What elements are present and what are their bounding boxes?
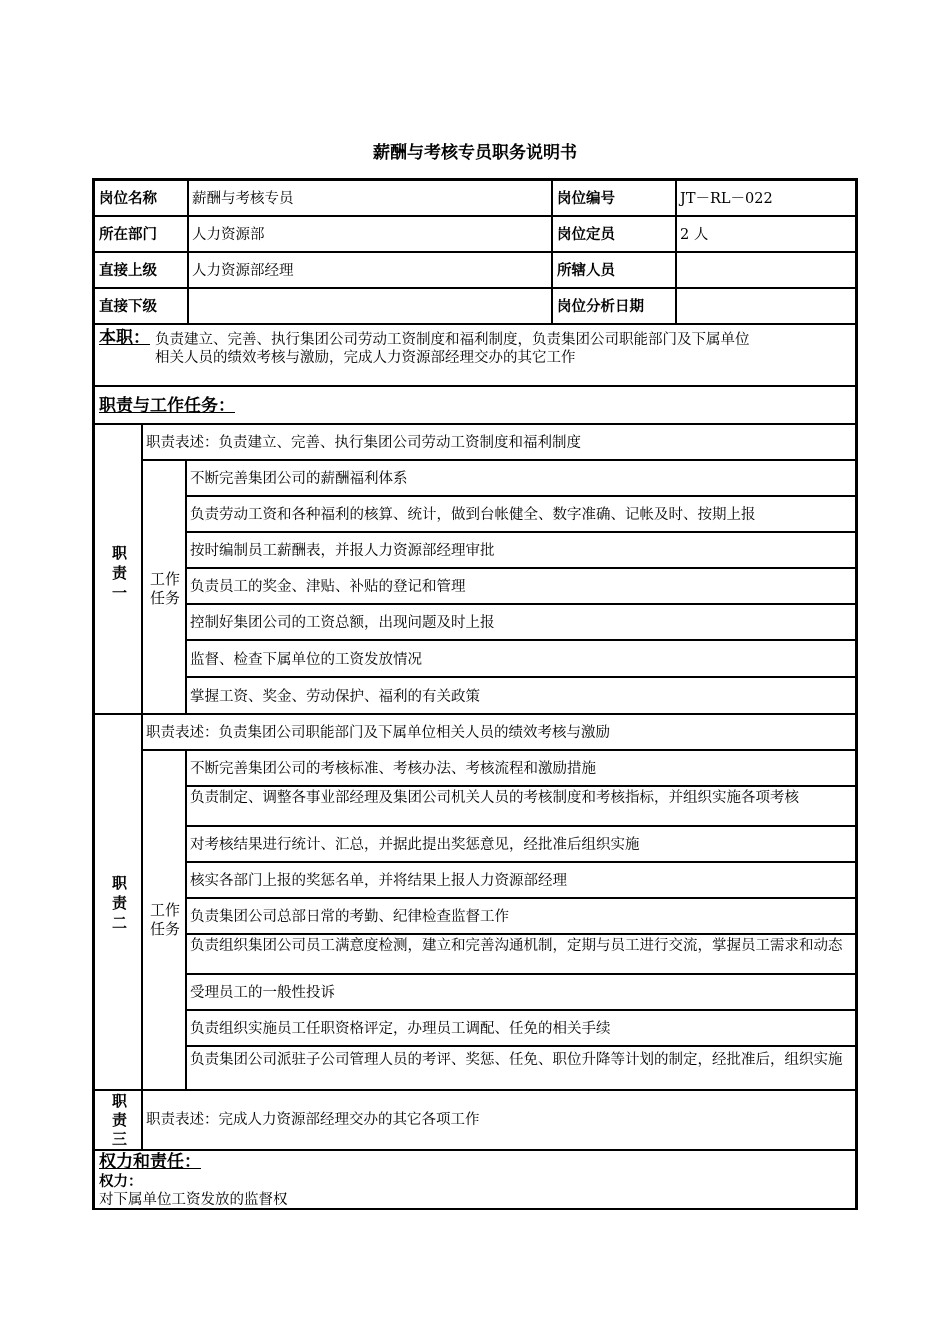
duty-2-task-1 — [186, 750, 856, 786]
direct-subordinate-label-cell — [94, 288, 188, 324]
duty-1-task-label-cell — [142, 460, 186, 714]
duty-2-task-3 — [186, 826, 856, 862]
analysis-date-value-cell — [676, 288, 856, 324]
duty-2-description: 职责表述：负责集团公司职能部门及下属单位相关人员的绩效考核与激励 — [146, 725, 610, 741]
duty-1-task-4 — [186, 568, 856, 604]
duty-3-description: 职责表述：完成人力资源部经理交办的其它各项工作 — [146, 1112, 480, 1128]
duty-2-task-1-text: 不断完善集团公司的考核标准、考核办法、考核流程和激励措施 — [190, 761, 596, 777]
duty-1-description: 职责表述：负责建立、完善、执行集团公司劳动工资制度和福利制度 — [146, 435, 581, 451]
post-code-value-cell — [676, 180, 856, 216]
summary-text-line1: 负责建立、完善、执行集团公司劳动工资制度和福利制度，负责集团公司职能部门及下属单位 — [155, 332, 750, 348]
duty-1-task-5-text: 控制好集团公司的工资总额，出现问题及时上报 — [190, 615, 495, 631]
duty-1-task-2 — [186, 496, 856, 532]
duty-2-description-cell — [142, 714, 856, 750]
authority-header: 权力和责任： — [99, 1152, 201, 1172]
duty-1-task-4-text: 负责员工的奖金、津贴、补贴的登记和管理 — [190, 579, 466, 595]
subordinates-total-label: 所辖人员 — [557, 263, 615, 279]
duty-2-task-8 — [186, 1010, 856, 1046]
job-description-table — [92, 178, 858, 1210]
duty-2-task-4 — [186, 862, 856, 898]
post-code-label: 岗位编号 — [557, 191, 615, 207]
department-value: 人力资源部 — [192, 227, 265, 243]
authority-sub-label: 权力： — [99, 1174, 143, 1190]
direct-subordinate-label: 直接下级 — [99, 299, 157, 315]
duty-2-task-7-text: 受理员工的一般性投诉 — [190, 985, 335, 1001]
duty-2-task-6 — [186, 934, 856, 974]
analysis-date-label-cell — [552, 288, 676, 324]
duty-2-task-2 — [186, 786, 856, 826]
duty-1-task-5 — [186, 604, 856, 640]
duty-2-task-9-text: 负责集团公司派驻子公司管理人员的考评、奖惩、任免、职位升降等计划的制定，经批准后，组织实施 — [190, 1052, 843, 1068]
direct-subordinate-value-cell — [188, 288, 552, 324]
superior-label: 直接上级 — [99, 263, 157, 279]
duty-2-task-7 — [186, 974, 856, 1010]
headcount-label: 岗位定员 — [557, 227, 615, 243]
duty-3-label: 职责三 — [112, 1092, 128, 1148]
duties-header: 职责与工作任务： — [99, 396, 235, 416]
post-code-value: JT－RL－022 — [680, 191, 773, 207]
summary-text-line2: 相关人员的绩效考核与激励，完成人力资源部经理交办的其它工作 — [155, 350, 576, 366]
duty-1-task-6 — [186, 640, 856, 677]
post-name-label: 岗位名称 — [99, 191, 157, 207]
subordinates-total-value-cell — [676, 252, 856, 288]
superior-value: 人力资源部经理 — [192, 263, 294, 279]
duty-1-task-7-text: 掌握工资、奖金、劳动保护、福利的有关政策 — [190, 689, 480, 705]
duty-2-task-8-text: 负责组织实施员工任职资格评定，办理员工调配、任免的相关手续 — [190, 1021, 611, 1037]
post-name-value-cell — [188, 180, 552, 216]
headcount-value-cell — [676, 216, 856, 252]
duty-2-task-label-cell — [142, 750, 186, 1090]
headcount-label-cell — [552, 216, 676, 252]
analysis-date-label: 岗位分析日期 — [557, 299, 644, 315]
duty-2-task-9 — [186, 1046, 856, 1090]
duty-2-task-6-text: 负责组织集团公司员工满意度检测，建立和完善沟通机制，定期与员工进行交流，掌握员工需求和动态 — [190, 938, 843, 954]
department-value-cell — [188, 216, 552, 252]
headcount-value: 2 人 — [680, 227, 709, 243]
duty-3-description-cell — [142, 1090, 856, 1150]
superior-value-cell — [188, 252, 552, 288]
document-title: 薪酬与考核专员职务说明书 — [373, 143, 577, 163]
authority-cell — [94, 1150, 856, 1208]
subordinates-total-label-cell — [552, 252, 676, 288]
duty-1-task-3 — [186, 532, 856, 568]
duty-1-task-label: 工作任务 — [149, 570, 180, 607]
duty-2-label-cell — [94, 714, 142, 1090]
duty-1-task-1-text: 不断完善集团公司的薪酬福利体系 — [190, 471, 408, 487]
post-name-label-cell — [94, 180, 188, 216]
duty-3-label-cell — [94, 1090, 142, 1150]
department-label-cell — [94, 216, 188, 252]
duty-2-task-5 — [186, 898, 856, 934]
department-label: 所在部门 — [99, 227, 157, 243]
duty-1-label: 职责一 — [112, 544, 128, 602]
duty-1-task-3-text: 按时编制员工薪酬表，并报人力资源部经理审批 — [190, 543, 495, 559]
duty-1-description-cell — [142, 424, 856, 460]
duty-2-task-label: 工作任务 — [149, 901, 180, 938]
duty-1-task-6-text: 监督、检查下属单位的工资发放情况 — [190, 652, 422, 668]
superior-label-cell — [94, 252, 188, 288]
post-code-label-cell — [552, 180, 676, 216]
duty-1-label-cell — [94, 424, 142, 714]
duties-header-cell — [94, 386, 856, 424]
summary-label: 本职： — [99, 328, 150, 348]
duty-2-label: 职责二 — [112, 874, 128, 932]
duty-1-task-2-text: 负责劳动工资和各种福利的核算、统计，做到台帐健全、数字准确、记帐及时、按期上报 — [190, 507, 756, 523]
duty-2-task-2-text: 负责制定、调整各事业部经理及集团公司机关人员的考核制度和考核指标，并组织实施各项考核 — [190, 790, 799, 806]
duty-2-task-3-text: 对考核结果进行统计、汇总，并据此提出奖惩意见，经批准后组织实施 — [190, 837, 640, 853]
post-name-value: 薪酬与考核专员 — [192, 191, 294, 207]
duty-2-task-4-text: 核实各部门上报的奖惩名单，并将结果上报人力资源部经理 — [190, 873, 567, 889]
summary-cell — [94, 324, 856, 386]
duty-1-task-1 — [186, 460, 856, 496]
duty-1-task-7 — [186, 677, 856, 714]
duty-2-task-5-text: 负责集团公司总部日常的考勤、纪律检查监督工作 — [190, 909, 509, 925]
authority-item: 对下属单位工资发放的监督权 — [99, 1192, 288, 1208]
